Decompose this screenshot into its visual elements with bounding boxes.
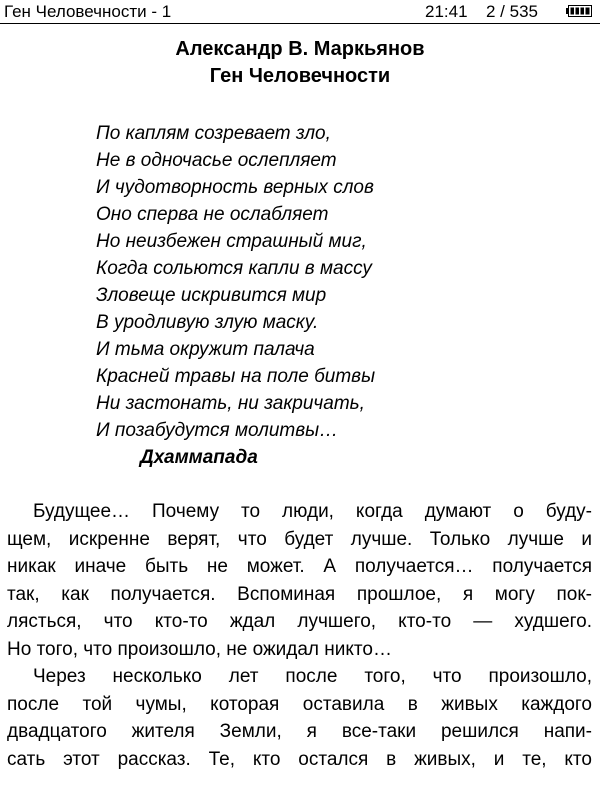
book-author: Александр В. Маркьянов	[175, 38, 425, 60]
epigraph-line: Но неизбежен страшный миг,	[96, 231, 367, 252]
epigraph-line: Ни застонать, ни закричать,	[96, 393, 365, 414]
page-indicator: 2 / 535	[486, 2, 538, 21]
epigraph-line: И тьма окружит палача	[96, 339, 315, 360]
epigraph-line: И позабудутся молитвы…	[96, 420, 339, 441]
epigraph-line: Не в одночасье ослепляет	[96, 150, 337, 171]
body-text-line: после той чумы, которая оставила в живых каждого	[7, 693, 592, 715]
body-text-line: двадцатого жителя Земли, я все-таки решился напи-	[7, 721, 592, 742]
epigraph-line: В уродливую злую маску.	[96, 312, 319, 333]
status-book-title: Ген Человечности - 1	[4, 2, 172, 21]
epigraph-line: И чудотворность верных слов	[96, 177, 374, 198]
body-text-line: сать этот рассказ. Те, кто остался в живых, и те, кто	[7, 748, 592, 770]
epigraph-line: Оно сперва не ослабляет	[96, 204, 329, 225]
body-text-line: никак иначе быть не может. А получается… получается	[7, 556, 592, 577]
battery-full-icon	[566, 5, 592, 17]
body-text-line: так, как получается. Вспоминая прошлое, я могу пок-	[7, 583, 592, 605]
body-text-line: Но того, что произошло, не ожидал никто…	[7, 638, 392, 660]
status-bar	[0, 0, 600, 24]
book-title: Ген Человечности	[209, 65, 391, 87]
body-text-line: Через несколько лет после того, что произошло,	[33, 666, 592, 687]
book-header	[0, 36, 600, 90]
body-text-line: Будущее… Почему то люди, когда думают о буду-	[33, 501, 592, 522]
epigraph-author: Дхаммапада	[140, 447, 258, 468]
reader-page[interactable]	[0, 24, 600, 800]
epigraph-line: По каплям созревает зло,	[96, 123, 331, 144]
epigraph-line: Красней травы на поле битвы	[96, 366, 376, 387]
body-text-line: лясться, что кто-то ждал лучшего, кто-то — худшего.	[7, 611, 592, 632]
epigraph	[96, 120, 556, 444]
body-text	[7, 498, 592, 773]
epigraph-line: Когда сольются капли в массу	[96, 258, 372, 279]
epigraph-line: Зловеще искривится мир	[96, 285, 327, 306]
status-time: 21:41	[425, 2, 468, 21]
body-text-line: щем, искренне верят, что будет лучше. Только лучше и	[7, 528, 592, 550]
